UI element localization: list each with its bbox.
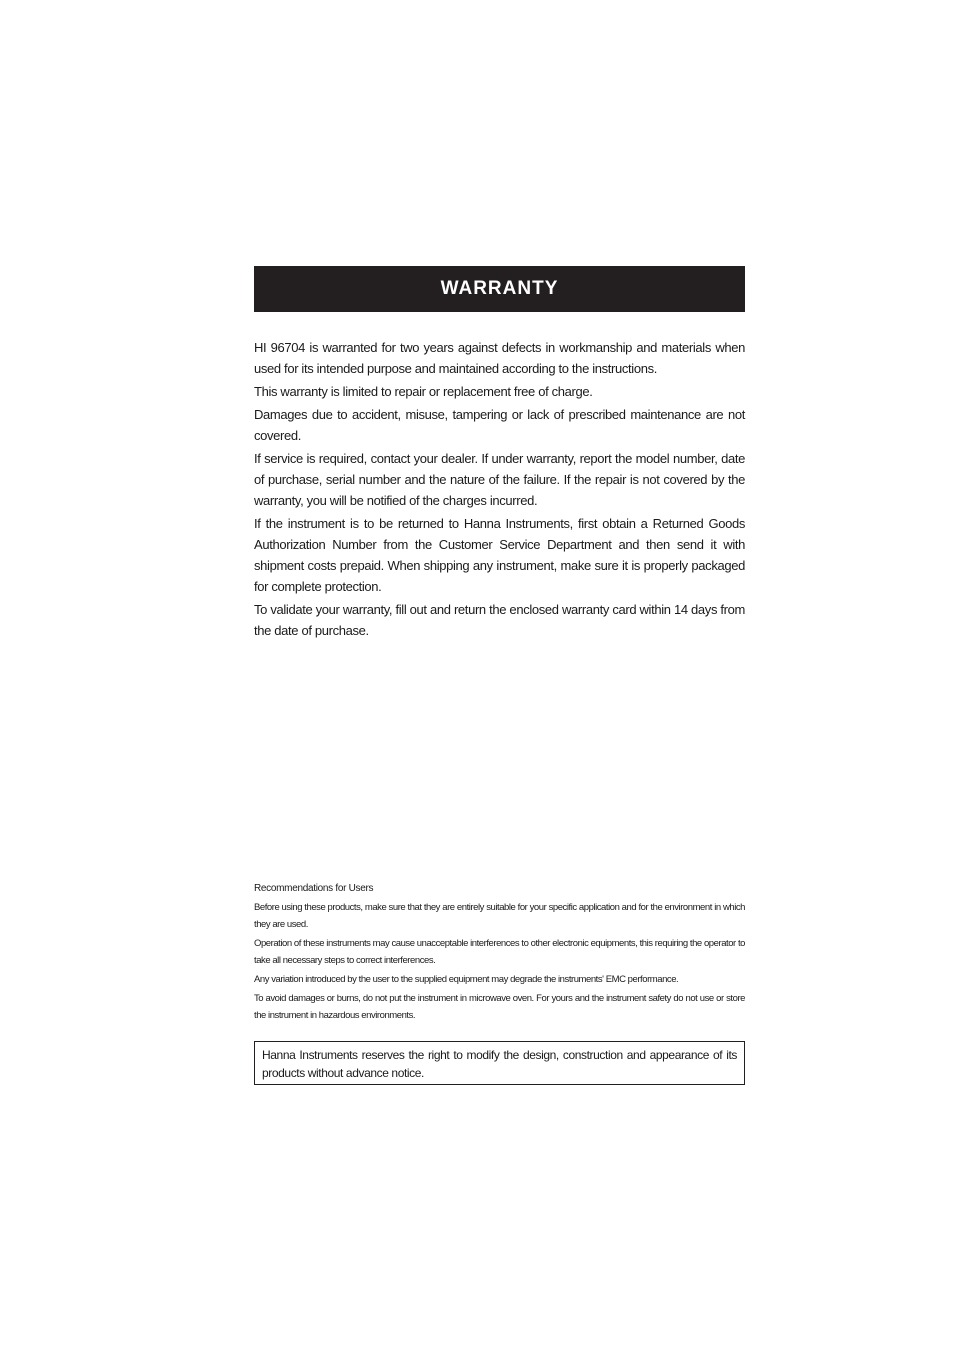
warranty-body bbox=[254, 337, 745, 643]
recommendation-paragraph: Any variation introduced by the user to the supplied equipment may degrade the instruments' EMC performance. bbox=[254, 974, 679, 985]
recommendation-paragraph: Before using these products, make sure that they are entirely suitable for your specific application and for the environment in which they are used. bbox=[254, 902, 745, 930]
notice-box bbox=[254, 1041, 745, 1085]
recommendation-paragraph: To avoid damages or burns, do not put the instrument in microwave oven. For yours and the instrument safety do not use or store the instrument in hazardous environments. bbox=[254, 993, 745, 1021]
recommendations-section bbox=[254, 880, 745, 1026]
recommendations-title: Recommendations for Users bbox=[254, 883, 374, 894]
recommendation-paragraph: Operation of these instruments may cause unacceptable interferences to other electronic equipments, this requiring the operator to take all necessary steps to correct interferences. bbox=[254, 938, 745, 966]
warranty-paragraph: This warranty is limited to repair or replacement free of charge. bbox=[254, 384, 593, 399]
warranty-paragraph: If service is required, contact your dealer. If under warranty, report the model number, date of purchase, serial number and the nature of the failure. If the repair is not covered by the warranty, you will be notified of the charges incurred. bbox=[254, 451, 745, 508]
warranty-header bbox=[254, 266, 745, 312]
warranty-paragraph: Damages due to accident, misuse, tampering or lack of prescribed maintenance are not covered. bbox=[254, 407, 745, 443]
warranty-title: WARRANTY bbox=[440, 278, 559, 299]
warranty-paragraph: To validate your warranty, fill out and return the enclosed warranty card within 14 days from the date of purchase. bbox=[254, 602, 745, 638]
warranty-paragraph: HI 96704 is warranted for two years against defects in workmanship and materials when used for its intended purpose and maintained according to the instructions. bbox=[254, 340, 745, 376]
warranty-paragraph: If the instrument is to be returned to Hanna Instruments, first obtain a Returned Goods Authorization Number from the Customer Service Department and then send it with shipment costs prepaid. When shipping any instrument, make sure it is properly packaged for complete protection. bbox=[254, 516, 745, 594]
notice-text: Hanna Instruments reserves the right to modify the design, construction and appearance of its products without advance notice. bbox=[262, 1048, 737, 1080]
